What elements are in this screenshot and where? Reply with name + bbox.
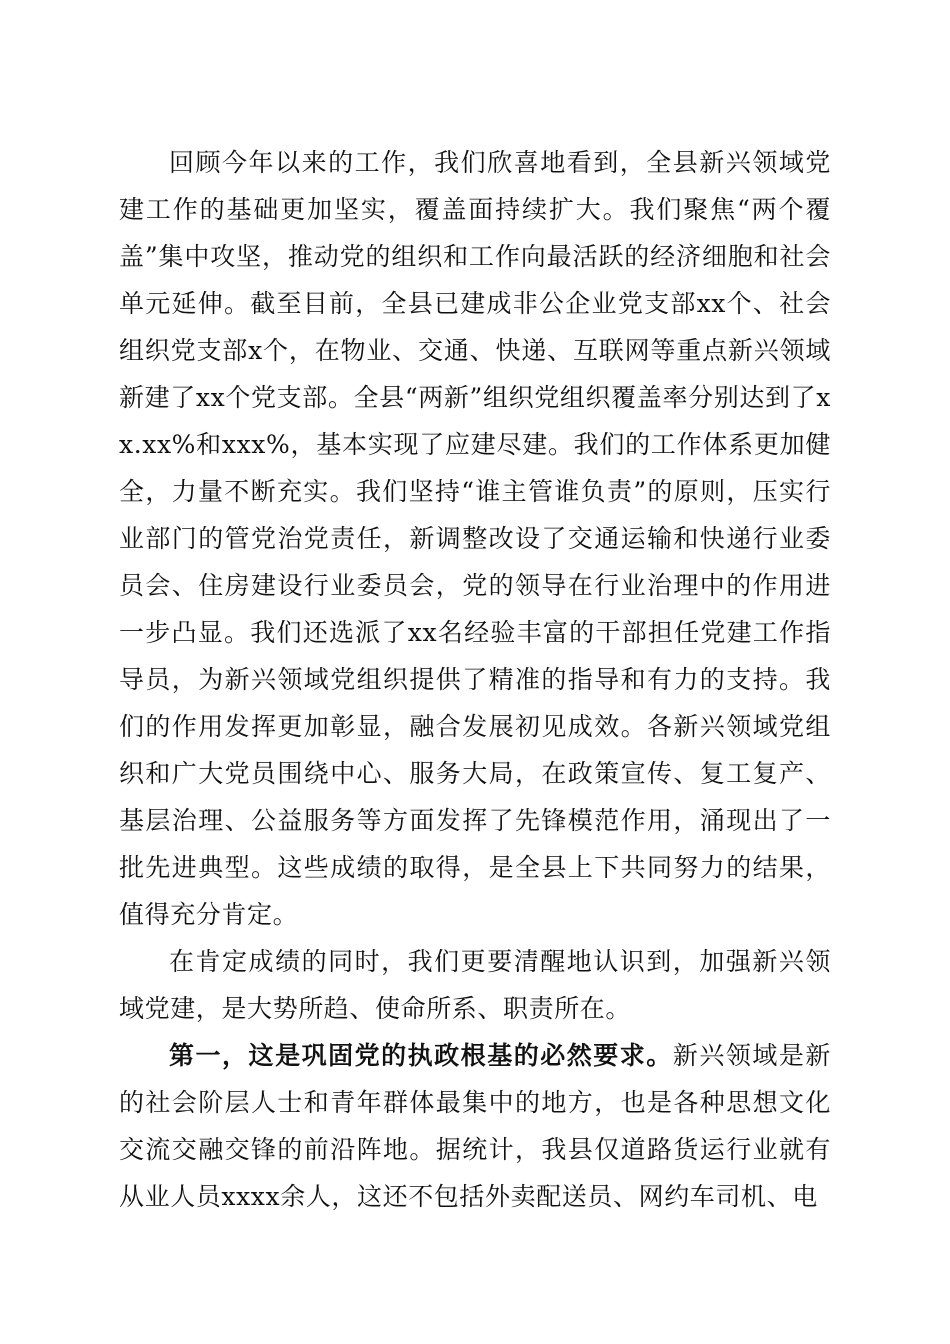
paragraph-review: [119, 139, 831, 938]
paragraph-review-text: 回顾今年以来的工作，我们欣喜地看到，全县新兴领域党建工作的基础更加坚实，覆盖面持续扩大。我们聚焦“两个覆盖”集中攻坚，推动党的组织和工作向最活跃的经济细胞和社会单元延伸。截至目前，全县已建成非公企业党支部xx个、社会组织党支部x个，在物业、交通、快递、互联网等重点新兴领域新建了xx个党支部。全县“两新”组织党组织覆盖率分别达到了xx.xx%和xxx%，基本实现了应建尽建。我们的工作体系更加健全，力量不断充实。我们坚持“谁主管谁负责”的原则，压实行业部门的管党治党责任，新调整改设了交通运输和快递行业委员会、住房建设行业委员会，党的领导在行业治理中的作用进一步凸显。我们还选派了xx名经验丰富的干部担任党建工作指导员，为新兴领域党组织提供了精准的指导和有力的支持。我们的作用发挥更加彰显，融合发展初见成效。各新兴领域党组织和广大党员围绕中心、服务大局，在政策宣传、复工复产、基层治理、公益服务等方面发挥了先锋模范作用，涌现出了一批先进典型。这些成绩的取得，是全县上下共同努力的结果，值得充分肯定。: [119, 148, 831, 929]
document-body: [119, 139, 831, 1220]
paragraph-recognition: [119, 938, 831, 1032]
paragraph-first-point-lead: 第一，这是巩固党的执政根基的必然要求。: [169, 1041, 673, 1070]
paragraph-recognition-text: 在肯定成绩的同时，我们更要清醒地认识到，加强新兴领域党建，是大势所趋、使命所系、职责所在。: [119, 947, 831, 1023]
paragraph-first-point-text: 新兴领域是新的社会阶层人士和青年群体最集中的地方，也是各种思想文化交流交融交锋的前沿阵地。据统计，我县仅道路货运行业就有从业人员xxxx余人，这还不包括外卖配送员、网约车司机、电: [119, 1041, 831, 1211]
paragraph-first-point: [119, 1032, 831, 1220]
